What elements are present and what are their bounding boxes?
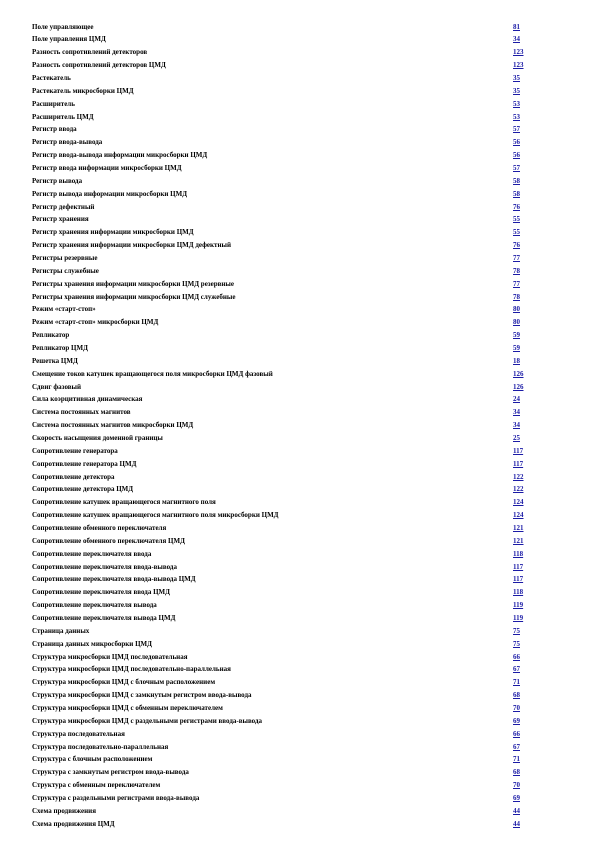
index-entry — [32, 702, 532, 715]
index-entry — [32, 471, 532, 484]
index-term: Структура микросборки ЦМД последовательно-параллельная — [32, 665, 231, 674]
index-term: Разность сопротивлений детекторов — [32, 48, 148, 57]
index-entry — [32, 458, 532, 471]
index-entry — [32, 368, 532, 381]
index-term: Поле управляющее — [32, 22, 94, 31]
index-entry — [32, 303, 532, 316]
index-entry — [32, 779, 532, 792]
page-number-link[interactable]: 58 — [513, 176, 520, 185]
index-term: Регистр хранения информации микросборки ЦМД дефектный — [32, 241, 232, 250]
index-entry — [32, 59, 532, 72]
page-number-link[interactable]: 59 — [513, 331, 520, 340]
page-number-link[interactable]: 34 — [513, 421, 520, 430]
index-term: Схема продвижения — [32, 806, 96, 815]
page-number-link[interactable]: 35 — [513, 86, 520, 95]
index-term: Регистр ввода-вывода — [32, 138, 103, 147]
index-term: Система постоянных магнитов — [32, 408, 131, 417]
page-number-link[interactable]: 70 — [513, 781, 520, 790]
index-entry — [32, 252, 532, 265]
index-term: Структура микросборки ЦМД последовательная — [32, 652, 188, 661]
index-entry — [32, 329, 532, 342]
page-number-link[interactable]: 34 — [513, 408, 520, 417]
page-number-link[interactable]: 117 — [513, 446, 524, 455]
index-entry — [32, 599, 532, 612]
page-number-link[interactable]: 118 — [513, 549, 524, 558]
index-entry — [32, 188, 532, 201]
index-entry — [32, 33, 532, 46]
index-term: Растекатель — [32, 73, 71, 82]
page-number-link[interactable]: 68 — [513, 691, 520, 700]
page-number-link[interactable]: 122 — [513, 472, 524, 481]
index-term: Сопротивление переключателя вывода ЦМД — [32, 614, 176, 623]
page-number-link[interactable]: 76 — [513, 241, 520, 250]
index-term: Регистры хранения информации микросборки ЦМД служебные — [32, 292, 236, 301]
index-term: Регистр ввода информации микросборки ЦМД — [32, 163, 182, 172]
index-term: Сопротивление обменного переключателя ЦМД — [32, 536, 185, 545]
index-entry — [32, 265, 532, 278]
index-term: Структура микросборки ЦМД с раздельными регистрами ввода-вывода — [32, 716, 263, 725]
page-number-link[interactable]: 77 — [513, 279, 520, 288]
index-term: Регистры резервные — [32, 253, 98, 262]
page-number-link[interactable]: 24 — [513, 395, 520, 404]
index-entry — [32, 689, 532, 702]
index-term: Сопротивление детектора ЦМД — [32, 485, 134, 494]
index-term: Смещение токов катушек вращающегося поля микросборки ЦМД фазовый — [32, 369, 273, 378]
index-term: Растекатель микросборки ЦМД — [32, 86, 134, 95]
index-entry — [32, 201, 532, 214]
index-entry — [32, 278, 532, 291]
page-number-link[interactable]: 67 — [513, 742, 520, 751]
index-term: Сопротивление генератора — [32, 446, 118, 455]
page-number-link[interactable]: 123 — [513, 48, 524, 57]
page-number-link[interactable]: 69 — [513, 716, 520, 725]
index-entry — [32, 625, 532, 638]
index-entry — [32, 766, 532, 779]
index-term: Структура с замкнутым регистром ввода-вывода — [32, 768, 189, 777]
page-number-link[interactable]: 66 — [513, 652, 520, 661]
index-term: Сопротивление катушек вращающегося магнитного поля — [32, 498, 216, 507]
page-number-link[interactable]: 80 — [513, 305, 520, 314]
page-number-link[interactable]: 70 — [513, 704, 520, 713]
index-entry — [32, 123, 532, 136]
index-term: Структура микросборки ЦМД с блочным расположением — [32, 678, 216, 687]
index-term: Регистры хранения информации микросборки ЦМД резервные — [32, 279, 234, 288]
index-entry — [32, 85, 532, 98]
index-entry — [32, 72, 532, 85]
index-term: Страница данных микросборки ЦМД — [32, 639, 152, 648]
page-number-link[interactable]: 69 — [513, 794, 520, 803]
index-term: Структура последовательная — [32, 729, 125, 738]
index-term: Схема продвижения ЦМД — [32, 819, 115, 828]
index-term: Структура последовательно-параллельная — [32, 742, 169, 751]
index-entry — [32, 496, 532, 509]
page-number-link[interactable]: 78 — [513, 292, 520, 301]
index-term: Сопротивление переключателя ввода ЦМД — [32, 588, 170, 597]
page-number-link[interactable]: 121 — [513, 536, 524, 545]
index-term: Регистр вывода — [32, 176, 83, 185]
index-term: Расширитель — [32, 99, 75, 108]
page-number-link[interactable]: 66 — [513, 729, 520, 738]
page-number-link[interactable]: 117 — [513, 562, 524, 571]
index-entry — [32, 342, 532, 355]
index-entry — [32, 676, 532, 689]
index-term: Регистр ввода-вывода информации микросборки ЦМД — [32, 151, 208, 160]
page-number-link[interactable]: 119 — [513, 614, 524, 623]
index-term: Скорость насыщения доменной границы — [32, 434, 163, 442]
index-entry — [32, 149, 532, 162]
index-entry — [32, 46, 532, 59]
index-entry — [32, 213, 532, 226]
page-number-link[interactable]: 126 — [513, 369, 524, 378]
index-term: Регистр вывода информации микросборки ЦМД — [32, 189, 188, 198]
index-entry — [32, 226, 532, 239]
index-term: Сопротивление переключателя вывода — [32, 601, 157, 610]
page-number-link[interactable]: 56 — [513, 138, 520, 147]
page-number-link[interactable]: 75 — [513, 626, 520, 635]
index-entry — [32, 21, 532, 34]
page-number-link[interactable]: 81 — [513, 22, 520, 31]
index-entry — [32, 393, 532, 406]
index-entry — [32, 805, 532, 818]
index-term: Регистр хранения — [32, 215, 89, 224]
index-entry — [32, 651, 532, 664]
index-entry — [32, 535, 532, 548]
page-number-link[interactable]: 56 — [513, 151, 520, 160]
page-number-link[interactable]: 122 — [513, 485, 524, 494]
page-number-link[interactable]: 126 — [513, 382, 524, 391]
index-list — [32, 21, 532, 831]
index-term: Структура с обменным переключателем — [32, 781, 161, 790]
page-number-link[interactable]: 119 — [513, 601, 524, 610]
index-term: Режим «старт-стоп» — [32, 305, 96, 314]
page-number-link[interactable]: 53 — [513, 112, 520, 121]
index-term: Режим «старт-стоп» микросборки ЦМД — [32, 318, 159, 327]
index-entry — [32, 818, 532, 831]
index-entry — [32, 728, 532, 741]
page-number-link[interactable]: 78 — [513, 266, 520, 275]
page-number-link[interactable]: 117 — [513, 459, 524, 468]
page-number-link[interactable]: 75 — [513, 639, 520, 648]
index-entry — [32, 573, 532, 586]
index-term: Сдвиг фазовый — [32, 382, 82, 391]
index-entry — [32, 136, 532, 149]
index-term: Разность сопротивлений детекторов ЦМД — [32, 61, 166, 70]
index-entry — [32, 753, 532, 766]
index-entry — [32, 586, 532, 599]
index-entry — [32, 509, 532, 522]
index-term: Сопротивление генератора ЦМД — [32, 459, 137, 468]
page-number-link[interactable]: 118 — [513, 588, 524, 597]
page-number-link[interactable]: 57 — [513, 163, 520, 172]
index-entry — [32, 355, 532, 368]
page-number-link[interactable]: 77 — [513, 253, 520, 262]
page-number-link[interactable]: 121 — [513, 524, 524, 533]
index-entry — [32, 291, 532, 304]
page-number-link[interactable]: 117 — [513, 575, 524, 584]
index-entry — [32, 663, 532, 676]
index-entry — [32, 638, 532, 651]
index-term: Сопротивление переключателя ввода-вывода ЦМД — [32, 575, 196, 584]
page-number-link[interactable]: 44 — [513, 806, 520, 815]
page-number-link[interactable]: 58 — [513, 189, 520, 198]
page-number-link[interactable]: 124 — [513, 511, 524, 520]
page-number-link[interactable]: 55 — [513, 215, 520, 224]
index-entry — [32, 612, 532, 625]
index-entry — [32, 561, 532, 574]
index-term: Регистр хранения информации микросборки ЦМД — [32, 228, 194, 237]
index-term: Сила коэрцитивная динамическая — [32, 395, 143, 404]
page-number-link[interactable]: 44 — [513, 819, 520, 828]
index-term: Регистр ввода — [32, 125, 77, 134]
index-term: Регистры служебные — [32, 266, 99, 275]
page-number-link[interactable]: 55 — [513, 228, 520, 237]
page-number-link[interactable]: 80 — [513, 318, 520, 327]
page-number-link[interactable]: 71 — [513, 755, 520, 764]
index-term: Решетка ЦМД — [32, 356, 78, 365]
index-term: Страница данных — [32, 626, 90, 635]
page-number-link[interactable]: 124 — [513, 498, 524, 507]
page-number-link[interactable]: 67 — [513, 665, 520, 674]
page-number-link[interactable]: 35 — [513, 73, 520, 82]
page-number-link[interactable]: 59 — [513, 343, 520, 352]
index-term: Структура микросборки ЦМД с обменным переключателем — [32, 704, 223, 713]
index-term: Структура микросборки ЦМД с замкнутым регистром ввода-вывода — [32, 691, 252, 700]
index-entry — [32, 741, 532, 754]
index-term: Регистр дефектный — [32, 202, 95, 211]
index-term: Сопротивление переключателя ввода — [32, 549, 152, 558]
index-entry — [32, 445, 532, 458]
page-number-link[interactable]: 68 — [513, 768, 520, 777]
index-entry — [32, 316, 532, 329]
page-number-link[interactable]: 123 — [513, 61, 524, 70]
index-entry — [32, 98, 532, 111]
index-term: Поле управления ЦМД — [32, 35, 106, 44]
index-entry — [32, 239, 532, 252]
index-term: Сопротивление катушек вращающегося магнитного поля микросборки ЦМД — [32, 511, 279, 520]
index-term: Сопротивление обменного переключателя — [32, 524, 167, 533]
index-term: Сопротивление детектора — [32, 472, 115, 481]
index-term: Расширитель ЦМД — [32, 112, 94, 121]
index-term: Сопротивление переключателя ввода-вывода — [32, 562, 177, 571]
index-term: Система постоянных магнитов микросборки ЦМД — [32, 421, 194, 430]
index-term: Структура с раздельными регистрами ввода-вывода — [32, 794, 200, 803]
page-number-link[interactable]: 76 — [513, 202, 520, 211]
index-entry — [32, 162, 532, 175]
index-term: Структура с блочным расположением — [32, 755, 153, 764]
index-entry — [32, 522, 532, 535]
index-entry — [32, 548, 532, 561]
index-entry — [32, 792, 532, 805]
index-entry — [32, 406, 532, 419]
index-entry — [32, 483, 532, 496]
page-number-link[interactable]: 53 — [513, 99, 520, 108]
index-entry — [32, 381, 532, 394]
index-entry — [32, 175, 532, 188]
page-number-link[interactable]: 57 — [513, 125, 520, 134]
page-number-link[interactable]: 71 — [513, 678, 520, 687]
page-number-link[interactable]: 34 — [513, 35, 520, 44]
index-term: Репликатор ЦМД — [32, 343, 88, 352]
page-number-link[interactable]: 25 — [513, 434, 520, 442]
index-entry — [32, 715, 532, 728]
index-term: Репликатор — [32, 331, 70, 340]
index-entry — [32, 111, 532, 124]
index-entry — [32, 432, 532, 445]
index-entry — [32, 419, 532, 432]
page-number-link[interactable]: 18 — [513, 356, 520, 365]
